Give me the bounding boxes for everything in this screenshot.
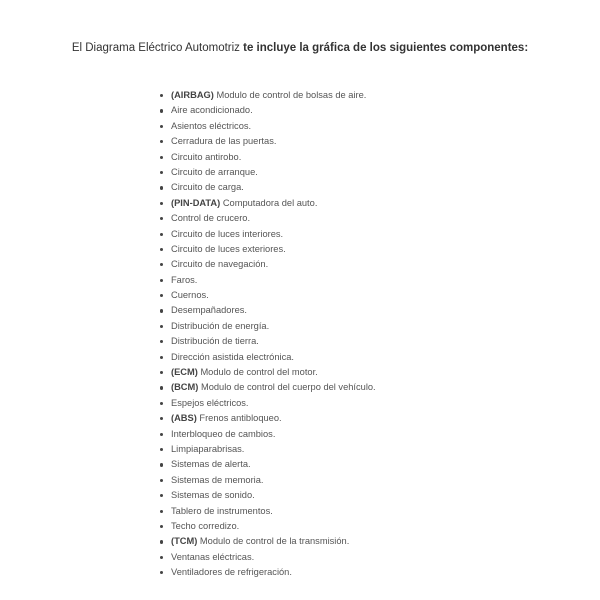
list-item — [160, 119, 376, 134]
item-text: Circuito de navegación. — [171, 259, 269, 270]
item-tag: (TCM) — [171, 536, 198, 547]
list-item — [160, 319, 376, 334]
list-item — [160, 134, 376, 149]
item-tag: (PIN-DATA) — [171, 197, 221, 208]
item-text: Desempañadores. — [171, 305, 247, 316]
item-tag: (ABS) — [171, 413, 197, 424]
list-item — [160, 150, 376, 165]
bullet-icon — [160, 525, 163, 528]
bullet-icon — [160, 386, 163, 389]
bullet-icon — [160, 463, 163, 466]
item-text: Computadora del auto. — [220, 197, 318, 208]
bullet-icon — [160, 94, 163, 97]
bullet-icon — [160, 171, 163, 174]
list-item — [160, 365, 376, 380]
bullet-icon — [160, 109, 163, 112]
bullet-icon — [160, 448, 163, 451]
item-text: Interbloqueo de cambios. — [171, 428, 276, 439]
bullet-icon — [160, 433, 163, 436]
list-item — [160, 565, 376, 580]
bullet-icon — [160, 571, 163, 574]
list-item — [160, 288, 376, 303]
item-text: Modulo de control de la transmisión. — [197, 536, 350, 547]
bullet-icon — [160, 479, 163, 482]
bullet-icon — [160, 402, 163, 405]
item-text: Distribución de energía. — [171, 320, 270, 331]
list-item — [160, 88, 376, 103]
list-item — [160, 211, 376, 226]
item-text: Dirección asistida electrónica. — [171, 351, 294, 362]
item-text: Modulo de control del cuerpo del vehículo. — [198, 382, 376, 393]
bullet-icon — [160, 140, 163, 143]
item-text: Circuito de luces exteriores. — [171, 243, 286, 254]
item-text: Control de crucero. — [171, 213, 251, 224]
list-item — [160, 273, 376, 288]
list-item — [160, 227, 376, 242]
list-item — [160, 427, 376, 442]
bullet-icon — [160, 494, 163, 497]
list-item — [160, 380, 376, 395]
list-item — [160, 350, 376, 365]
item-text: Modulo de control de bolsas de aire. — [213, 90, 367, 100]
list-item — [160, 396, 376, 411]
item-text: Espejos eléctricos. — [171, 397, 249, 408]
item-tag: (AIRBAG) — [171, 90, 214, 100]
item-text: Circuito de luces interiores. — [171, 228, 284, 239]
item-text: Faros. — [171, 274, 198, 285]
bullet-icon — [160, 294, 163, 297]
list-item — [160, 196, 376, 211]
item-text: Tablero de instrumentos. — [171, 505, 273, 516]
list-item — [160, 180, 376, 195]
list-item — [160, 442, 376, 457]
heading-normal-text: El Diagrama Eléctrico Automotriz — [71, 42, 244, 54]
intro-heading — [60, 40, 540, 56]
list-item — [160, 257, 376, 272]
item-text: Sistemas de alerta. — [171, 459, 251, 470]
bullet-icon — [160, 125, 163, 128]
list-item — [160, 303, 376, 318]
item-text: Sistemas de memoria. — [171, 474, 264, 485]
item-tag: (ECM) — [171, 367, 198, 378]
component-list — [160, 88, 376, 581]
item-text: Cerradura de las puertas. — [171, 136, 277, 147]
item-text: Techo corredizo. — [171, 520, 240, 531]
bullet-icon — [160, 202, 163, 205]
list-item — [160, 504, 376, 519]
bullet-icon — [160, 325, 163, 328]
list-item — [160, 165, 376, 180]
list-item — [160, 550, 376, 565]
item-text: Sistemas de sonido. — [171, 490, 255, 501]
item-text: Ventanas eléctricas. — [171, 551, 255, 562]
bullet-icon — [160, 340, 163, 343]
list-item — [160, 103, 376, 118]
item-tag: (BCM) — [171, 382, 199, 393]
item-text: Ventiladores de refrigeración. — [171, 567, 292, 578]
bullet-icon — [160, 186, 163, 189]
bullet-icon — [160, 279, 163, 282]
bullet-icon — [160, 217, 163, 220]
list-item — [160, 457, 376, 472]
list-item — [160, 411, 376, 426]
bullet-icon — [160, 248, 163, 251]
list-item — [160, 242, 376, 257]
list-item — [160, 473, 376, 488]
item-text: Distribución de tierra. — [171, 336, 259, 347]
bullet-icon — [160, 371, 163, 374]
item-text: Circuito antirobo. — [171, 151, 242, 162]
item-text: Asientos eléctricos. — [171, 120, 252, 131]
list-item — [160, 534, 376, 549]
item-text: Circuito de arranque. — [171, 166, 258, 177]
bullet-icon — [160, 356, 163, 359]
bullet-icon — [160, 233, 163, 236]
list-item — [160, 488, 376, 503]
item-text: Aire acondicionado. — [171, 105, 253, 116]
list-item — [160, 519, 376, 534]
item-text: Circuito de carga. — [171, 182, 244, 193]
item-text: Frenos antibloqueo. — [196, 413, 282, 424]
item-text: Modulo de control del motor. — [197, 367, 318, 378]
bullet-icon — [160, 156, 163, 159]
bullet-icon — [160, 417, 163, 420]
list-item — [160, 334, 376, 349]
heading-bold-text: te incluye la gráfica de los siguientes componentes: — [243, 42, 529, 54]
bullet-icon — [160, 510, 163, 513]
bullet-icon — [160, 556, 163, 559]
bullet-icon — [160, 309, 163, 312]
bullet-icon — [160, 263, 163, 266]
item-text: Limpiaparabrisas. — [171, 443, 245, 454]
item-text: Cuernos. — [171, 290, 209, 301]
bullet-icon — [160, 540, 163, 543]
